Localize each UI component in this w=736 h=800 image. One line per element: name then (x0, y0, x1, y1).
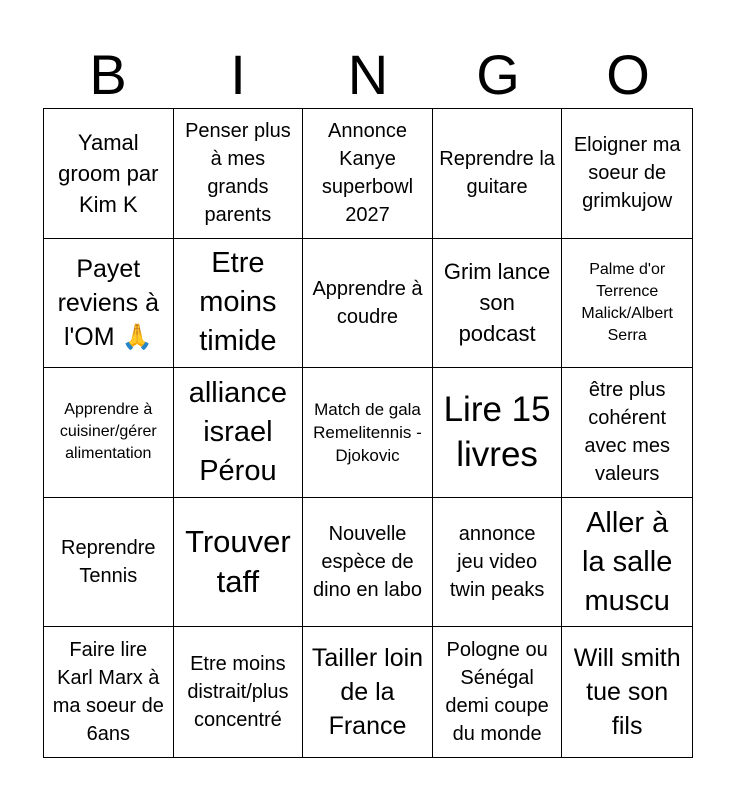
header-letter-o: O (606, 43, 650, 106)
bingo-cell (174, 368, 304, 498)
bingo-cell (44, 109, 174, 239)
cell-text: Tailler loin de la France (311, 644, 424, 741)
cell-text: annonce jeu video twin peaks (449, 523, 545, 602)
bingo-cell (562, 368, 692, 498)
bingo-header (43, 42, 693, 108)
header-letter-b: B (89, 43, 127, 106)
cell-text: Etre moins timide (199, 247, 277, 358)
bingo-cell (303, 498, 433, 628)
cell-text: Penser plus à mes grands parents (185, 120, 291, 227)
cell-text: Aller à la salle muscu (582, 506, 673, 617)
header-letter-n: N (347, 43, 389, 106)
bingo-cell (433, 368, 563, 498)
bingo-cell (44, 498, 174, 628)
bingo-cell (303, 109, 433, 239)
cell-text: Palme d'or Terrence Malick/Albert Serra (581, 260, 673, 344)
bingo-cell (174, 498, 304, 628)
header-letter-i: I (230, 43, 246, 106)
cell-text: Grim lance son podcast (443, 259, 551, 347)
cell-text: Apprendre à coudre (312, 277, 423, 328)
cell-text: Etre moins distrait/plus concentré (187, 653, 289, 732)
cell-text: Lire 15 livres (443, 390, 551, 475)
bingo-cell (433, 109, 563, 239)
bingo-cell (44, 627, 174, 757)
cell-text: Annonce Kanye superbowl 2027 (321, 120, 414, 227)
cell-text: Reprendre la guitare (439, 148, 555, 199)
cell-text: Apprendre à cuisiner/gérer alimentation (59, 401, 157, 463)
bingo-cell (562, 109, 692, 239)
bingo-cell (44, 368, 174, 498)
cell-text: Eloigner ma soeur de grimkujow (573, 134, 681, 213)
bingo-cell (562, 627, 692, 757)
cell-text: Pologne ou Sénégal demi coupe du monde (445, 639, 549, 746)
bingo-cell (303, 368, 433, 498)
bingo-cell (174, 627, 304, 757)
cell-text: Payet reviens à l'OM 🙏 (57, 254, 160, 351)
cell-text: Match de gala Remelitennis -Djokovic (313, 399, 422, 465)
header-letter-g: G (476, 43, 520, 106)
bingo-cell (44, 239, 174, 369)
bingo-cell (303, 239, 433, 369)
bingo-grid (43, 108, 693, 758)
cell-text: Yamal groom par Kim K (58, 129, 159, 217)
bingo-cell (562, 498, 692, 628)
cell-text: Nouvelle espèce de dino en labo (313, 523, 422, 602)
cell-text: alliance israel Pérou (188, 376, 288, 487)
cell-text: être plus cohérent avec mes valeurs (584, 379, 670, 486)
cell-text: Faire lire Karl Marx à ma soeur de 6ans (52, 639, 164, 746)
cell-text: Trouver taff (185, 524, 291, 600)
cell-text: Reprendre Tennis (61, 537, 156, 588)
bingo-cell (433, 239, 563, 369)
cell-text: Will smith tue son fils (573, 644, 681, 741)
bingo-cell (562, 239, 692, 369)
bingo-cell (174, 109, 304, 239)
bingo-cell (303, 627, 433, 757)
bingo-cell (433, 498, 563, 628)
bingo-cell (174, 239, 304, 369)
bingo-cell (433, 627, 563, 757)
